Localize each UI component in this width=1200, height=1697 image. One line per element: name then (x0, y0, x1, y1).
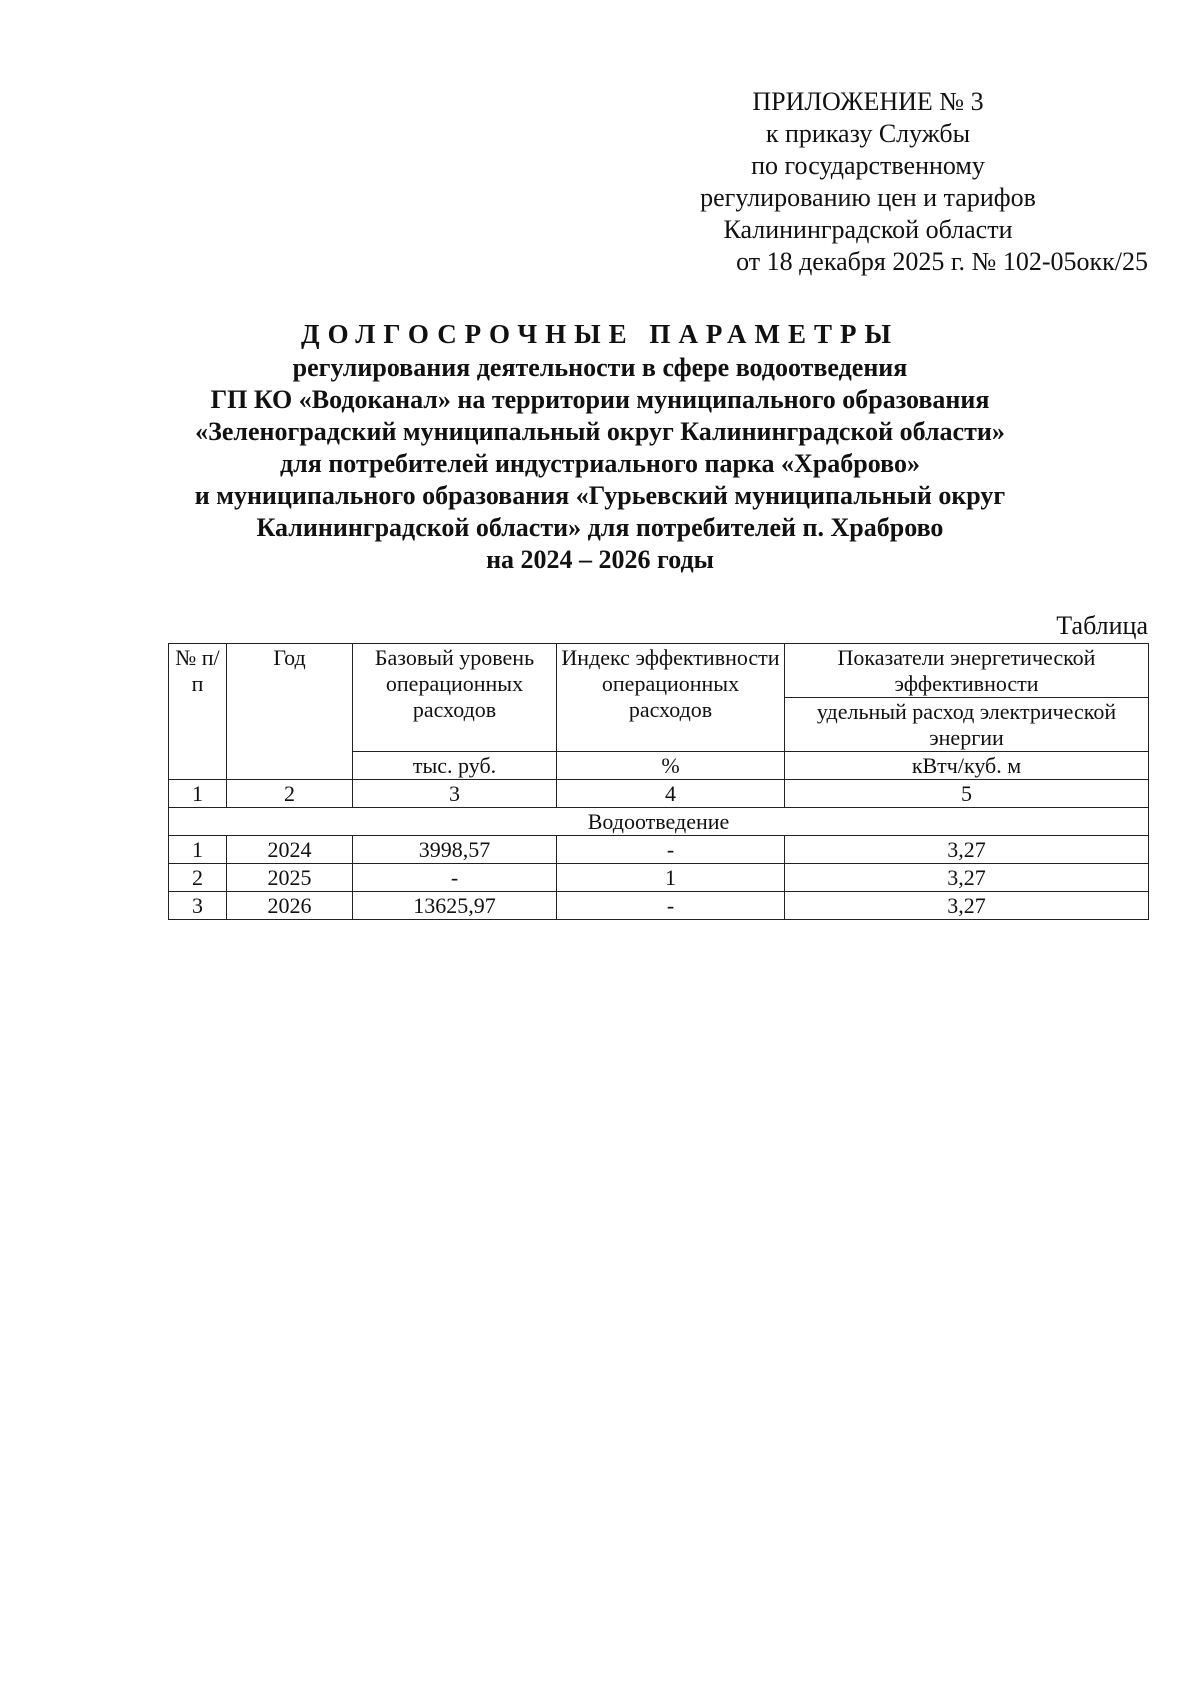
table-section-row (169, 808, 1149, 836)
table-cell: - (353, 864, 557, 892)
title-line: «Зеленоградский муниципальный округ Калининградской области» (195, 417, 1005, 446)
table-header-row (169, 644, 1149, 698)
table-cell: 2026 (227, 892, 353, 920)
table-row (169, 892, 1149, 920)
appendix-line: Калининградской области (723, 215, 1013, 244)
title-line: для потребителей индустриального парка «Храброво» (280, 449, 920, 478)
appendix-line: ПРИЛОЖЕНИЕ № 3 (752, 87, 984, 116)
appendix-line-order: от 18 декабря 2025 г. № 102-05окк/25 (736, 247, 1148, 276)
header-energy-sub: удельный расход электрической энергии (785, 698, 1149, 752)
table-cell: 2 (169, 864, 227, 892)
parameters-table (168, 643, 1149, 920)
appendix-line: по государственному (751, 151, 985, 180)
document-title (150, 318, 1050, 576)
table-cell: 2024 (227, 836, 353, 864)
table-cell: - (557, 892, 785, 920)
column-number: 3 (353, 780, 557, 808)
section-title: Водоотведение (169, 808, 1149, 836)
unit-energy: кВтч/куб. м (785, 752, 1149, 780)
table-row (169, 836, 1149, 864)
table-cell: 1 (169, 836, 227, 864)
appendix-line: к приказу Службы (765, 119, 971, 148)
appendix-block (588, 86, 1148, 278)
column-number: 4 (557, 780, 785, 808)
unit-base: тыс. руб. (353, 752, 557, 780)
header-index: Индекс эффективности операционных расходов (557, 644, 785, 752)
title-line: на 2024 – 2026 годы (486, 545, 714, 574)
appendix-line: регулированию цен и тарифов (700, 183, 1036, 212)
column-number: 2 (227, 780, 353, 808)
table-row (169, 864, 1149, 892)
column-number: 5 (785, 780, 1149, 808)
table-cell: 3,27 (785, 864, 1149, 892)
table-caption: Таблица (1056, 611, 1148, 640)
title-line: регулирования деятельности в сфере водоотведения (292, 353, 908, 382)
table-cell: 3 (169, 892, 227, 920)
header-year: Год (227, 644, 353, 780)
header-energy-group: Показатели энергетической эффективности (785, 644, 1149, 698)
title-line: Калининградской области» для потребителей п. Храброво (256, 513, 944, 542)
unit-index: % (557, 752, 785, 780)
table-cell: 13625,97 (353, 892, 557, 920)
title-line: ГП КО «Водоканал» на территории муниципального образования (210, 385, 990, 414)
header-num: № п/п (169, 644, 227, 780)
table-cell: - (557, 836, 785, 864)
table-cell: 3998,57 (353, 836, 557, 864)
table-column-numbers-row (169, 780, 1149, 808)
table-cell: 2025 (227, 864, 353, 892)
title-heading: ДОЛГОСРОЧНЫЕ ПАРАМЕТРЫ (301, 319, 899, 349)
table-cell: 3,27 (785, 892, 1149, 920)
table-cell: 1 (557, 864, 785, 892)
table-cell: 3,27 (785, 836, 1149, 864)
title-line: и муниципального образования «Гурьевский муниципальный округ (194, 481, 1006, 510)
column-number: 1 (169, 780, 227, 808)
header-base: Базовый уровень операционных расходов (353, 644, 557, 752)
